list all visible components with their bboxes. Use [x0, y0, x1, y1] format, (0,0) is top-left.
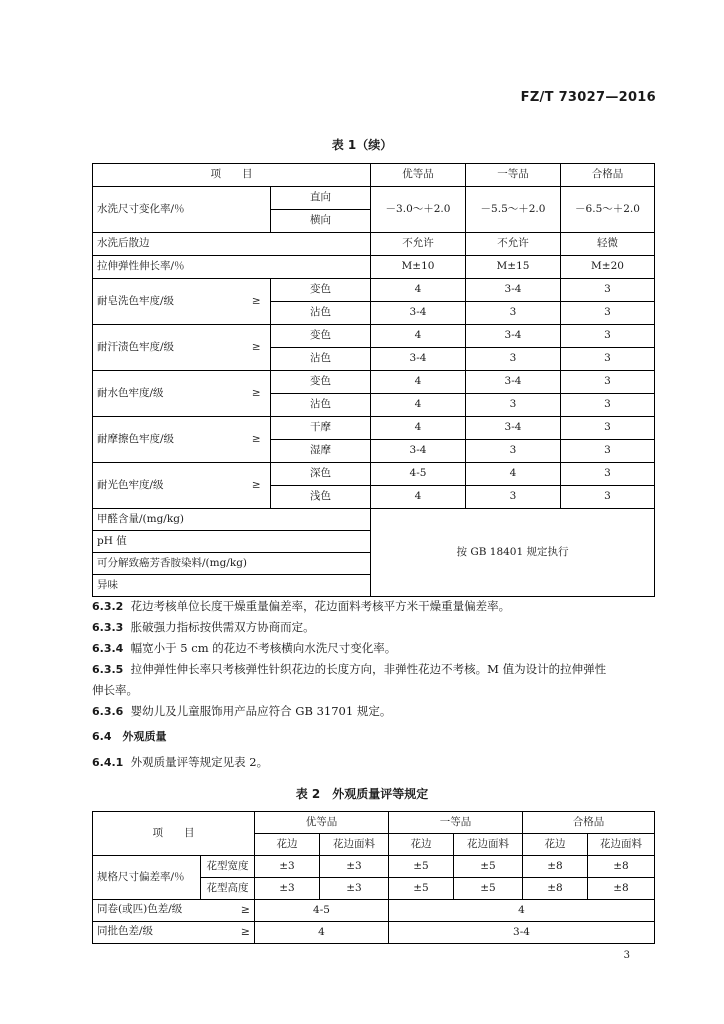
cell-value: ±8: [523, 856, 588, 878]
cell-value: 3-4: [371, 440, 466, 463]
sub-label: 干摩: [271, 417, 371, 440]
subheader-fabric: 花边面料: [320, 834, 389, 856]
clause-number: 6.3.4: [92, 642, 124, 655]
row-label: 拉伸弹性伸长率/％: [93, 256, 371, 279]
cell-value: ±8: [588, 856, 655, 878]
cell-value: 4: [371, 394, 466, 417]
row-label: 规格尺寸偏差率/％: [93, 856, 201, 900]
cell-value: 3: [561, 348, 655, 371]
cell-value: ±8: [588, 878, 655, 900]
cell-value: ±5: [389, 856, 454, 878]
table-row: [93, 900, 655, 922]
row-label: 水洗尺寸变化率/％: [93, 187, 271, 233]
table2-caption: 表 2 外观质量评等规定: [295, 787, 429, 801]
subheader-edge: 花边: [523, 834, 588, 856]
clause-number: 6.4.1: [92, 756, 124, 769]
cell-value: ±3: [320, 856, 389, 878]
header-grade-superior: 优等品: [255, 812, 389, 834]
paragraph-6-3-5-continued: [92, 680, 662, 701]
cell-value: 3-4: [466, 371, 561, 394]
row-label: pH 值: [93, 531, 371, 553]
sub-label: 湿摩: [271, 440, 371, 463]
cell-value: 4-5: [255, 900, 389, 922]
cell-value: ±5: [389, 878, 454, 900]
section-heading-6-4: [92, 726, 662, 747]
sub-label: 直向: [271, 187, 371, 210]
section-title: 外观质量: [122, 730, 167, 743]
clause-text: 外观质量评等规定见表 2。: [130, 755, 269, 769]
sub-label: 花型宽度: [201, 856, 255, 878]
row-label: [93, 900, 255, 922]
sub-label: 沾色: [271, 394, 371, 417]
cell-value: 3: [561, 394, 655, 417]
cell-value: 4: [255, 922, 389, 944]
table-row: [93, 256, 655, 279]
cell-value: 3: [561, 302, 655, 325]
cell-value: 3: [561, 279, 655, 302]
table-row: [93, 922, 655, 944]
cell-value: 3-4: [389, 922, 655, 944]
header-grade-qualified: 合格品: [561, 164, 655, 187]
subheader-fabric: 花边面料: [588, 834, 655, 856]
clause-text: 拉伸弹性伸长率只考核弹性针织花边的长度方向，非弹性花边不考核。M 值为设计的拉伸弹性: [130, 662, 607, 676]
clause-text: 花边考核单位长度干燥重量偏差率，花边面料考核平方米干燥重量偏差率。: [130, 599, 511, 613]
row-label: 耐汗渍色牢度/级: [93, 325, 243, 371]
cell-value: 轻微: [561, 233, 655, 256]
paragraph-6-3-2: [92, 596, 662, 617]
cell-value: M±10: [371, 256, 466, 279]
cell-value: 3: [466, 348, 561, 371]
cell-value: 3: [466, 440, 561, 463]
cell-value: 3: [561, 371, 655, 394]
safety-note: 按 GB 18401 规定执行: [371, 509, 655, 597]
cell-value: 3-4: [466, 417, 561, 440]
cell-value: －5.5～＋2.0: [466, 187, 561, 233]
table-row: [93, 417, 655, 440]
cell-value: 4-5: [371, 463, 466, 486]
cell-value: ±3: [255, 878, 320, 900]
clause-text: 幅宽小于 5 cm 的花边不考核横向水洗尺寸变化率。: [130, 641, 397, 655]
cell-value: ±5: [454, 878, 523, 900]
paragraph-6-3-3: [92, 617, 662, 638]
paragraph-6-3-6: [92, 701, 662, 722]
subheader-fabric: 花边面料: [454, 834, 523, 856]
table1-header-row: [93, 164, 655, 187]
cell-value: 4: [371, 279, 466, 302]
cell-value: ±8: [523, 878, 588, 900]
sub-label: 横向: [271, 210, 371, 233]
cell-value: 3: [466, 302, 561, 325]
ge-sign: ≥: [243, 279, 271, 325]
row-label: 耐皂洗色牢度/级: [93, 279, 243, 325]
clause-text-continued: 伸长率。: [92, 683, 138, 697]
clause-number: 6.3.3: [92, 621, 124, 634]
header-item: 项 目: [93, 164, 371, 187]
table2-header-row: [93, 812, 655, 834]
ge-sign: ≥: [243, 371, 271, 417]
cell-value: ±3: [320, 878, 389, 900]
paragraph-6-3-4: [92, 638, 662, 659]
header-item: 项 目: [93, 812, 255, 856]
row-label: 甲醛含量/(mg/kg): [93, 509, 371, 531]
sub-label: 变色: [271, 279, 371, 302]
subheader-edge: 花边: [255, 834, 320, 856]
cell-value: 3: [466, 394, 561, 417]
row-label: 耐水色牢度/级: [93, 371, 243, 417]
cell-value: 4: [466, 463, 561, 486]
table-row: [93, 371, 655, 394]
cell-value: 4: [389, 900, 655, 922]
cell-value: 3-4: [371, 302, 466, 325]
table1-caption: 表 1（续）: [331, 138, 393, 152]
table-row: [93, 463, 655, 486]
ge-sign: ≥: [240, 925, 250, 939]
paragraph-6-4-1: [92, 752, 662, 773]
cell-value: 3: [561, 463, 655, 486]
ge-sign: ≥: [243, 325, 271, 371]
clause-number: 6.3.6: [92, 705, 124, 718]
ge-sign: ≥: [240, 903, 250, 917]
sub-label: 变色: [271, 325, 371, 348]
header-grade-first: 一等品: [389, 812, 523, 834]
clause-text: 婴幼儿及儿童服饰用产品应符合 GB 31701 规定。: [130, 704, 392, 718]
clause-number: 6.3.2: [92, 600, 124, 613]
cell-value: M±20: [561, 256, 655, 279]
row-label: [93, 922, 255, 944]
sub-label: 花型高度: [201, 878, 255, 900]
cell-value: 3: [561, 440, 655, 463]
cell-value: M±15: [466, 256, 561, 279]
clause-text: 胀破强力指标按供需双方协商而定。: [130, 620, 315, 634]
cell-value: 4: [371, 325, 466, 348]
table-row: [93, 187, 655, 210]
ge-sign: ≥: [243, 417, 271, 463]
row-label-text: 同卷(或匹)色差/级: [97, 903, 183, 916]
sub-label: 变色: [271, 371, 371, 394]
cell-value: －3.0～＋2.0: [371, 187, 466, 233]
ge-sign: ≥: [243, 463, 271, 509]
sub-label: 深色: [271, 463, 371, 486]
cell-value: 3-4: [466, 279, 561, 302]
sub-label: 沾色: [271, 348, 371, 371]
table-row: [93, 325, 655, 348]
row-label: 耐光色牢度/级: [93, 463, 243, 509]
cell-value: 4: [371, 417, 466, 440]
cell-value: 3-4: [371, 348, 466, 371]
clause-number: 6.3.5: [92, 663, 124, 676]
cell-value: 4: [371, 486, 466, 509]
row-label: 水洗后散边: [93, 233, 371, 256]
header-grade-qualified: 合格品: [523, 812, 655, 834]
cell-value: ±5: [454, 856, 523, 878]
table-row: [93, 233, 655, 256]
table-row: [93, 509, 655, 531]
row-label-text: 同批色差/级: [97, 925, 154, 938]
table2-appearance-grading: [92, 811, 655, 944]
row-label: 可分解致癌芳香胺染料/(mg/kg): [93, 553, 371, 575]
cell-value: 不允许: [371, 233, 466, 256]
header-grade-superior: 优等品: [371, 164, 466, 187]
section-number: 6.4: [92, 730, 112, 743]
paragraph-6-3-5: [92, 659, 662, 680]
sub-label: 沾色: [271, 302, 371, 325]
cell-value: 3: [561, 325, 655, 348]
cell-value: －6.5～＋2.0: [561, 187, 655, 233]
table1-quality-indicators: [92, 163, 655, 597]
cell-value: 3: [561, 486, 655, 509]
page-number: 3: [623, 950, 630, 961]
row-label: 耐摩擦色牢度/级: [93, 417, 243, 463]
header-grade-first: 一等品: [466, 164, 561, 187]
cell-value: 3: [466, 486, 561, 509]
cell-value: 3-4: [466, 325, 561, 348]
cell-value: 4: [371, 371, 466, 394]
cell-value: ±3: [255, 856, 320, 878]
table-row: [93, 279, 655, 302]
cell-value: 3: [561, 417, 655, 440]
cell-value: 不允许: [466, 233, 561, 256]
table-row: [93, 856, 655, 878]
subheader-edge: 花边: [389, 834, 454, 856]
standard-code: FZ/T 73027—2016: [520, 90, 656, 105]
row-label: 异味: [93, 575, 371, 597]
sub-label: 浅色: [271, 486, 371, 509]
